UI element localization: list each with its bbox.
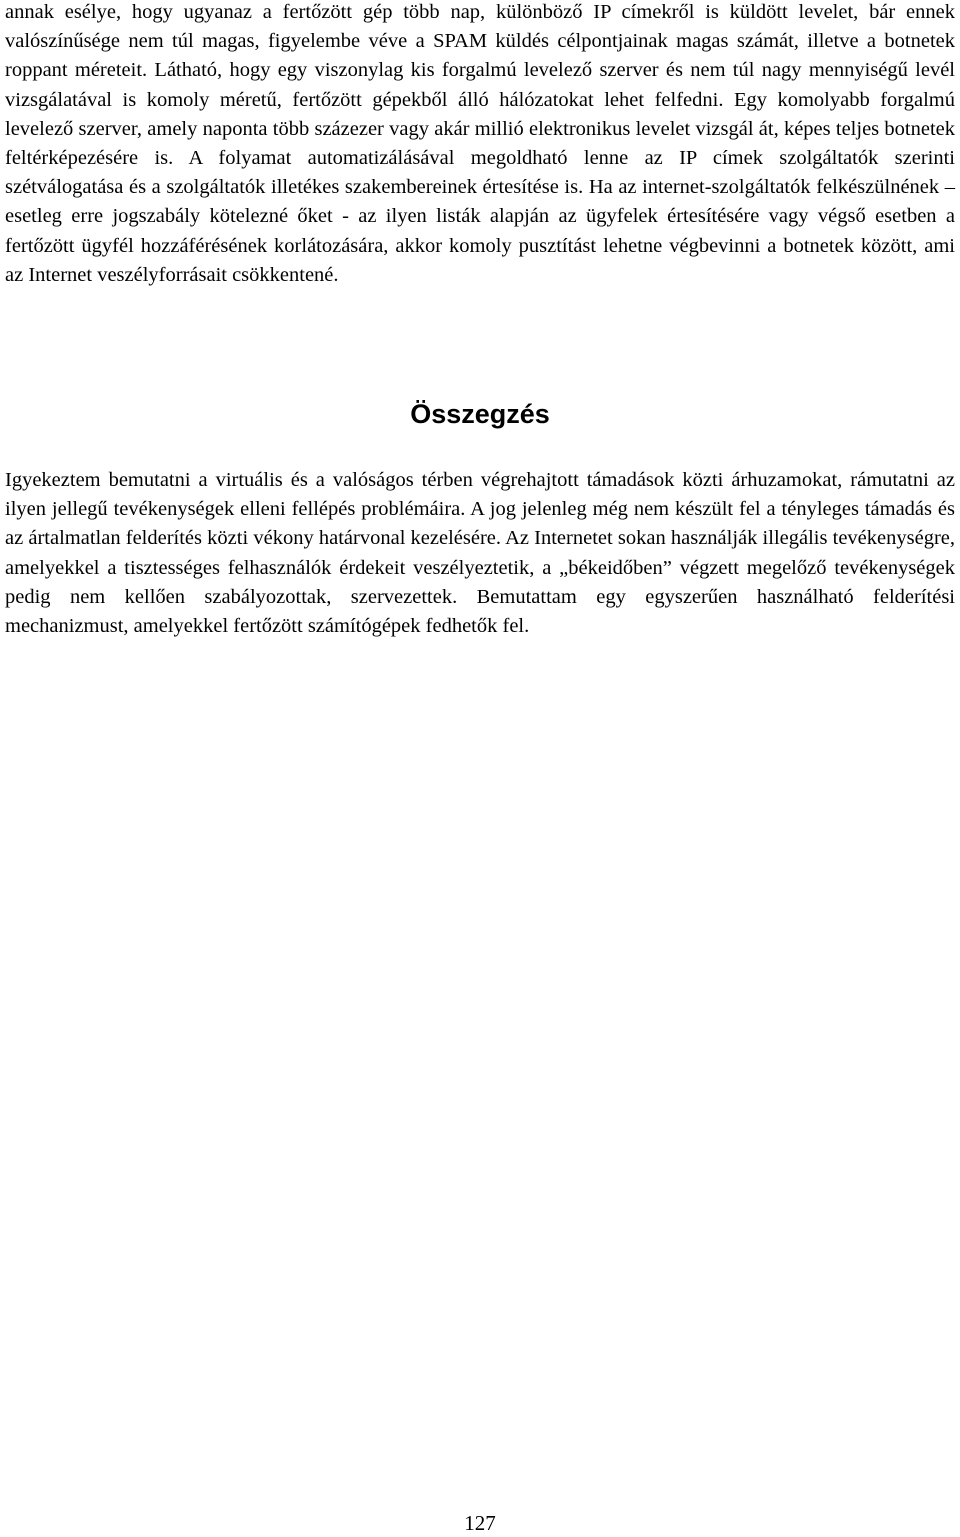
document-page — [5, 0, 955, 1537]
body-paragraph: annak esélye, hogy ugyanaz a fertőzött gép több nap, különböző IP címekről is küldött levelet, bár ennek valószínűsége nem túl magas, figyelembe véve a SPAM küldés célpontjainak magas számát, illetve a botnetek roppant méreteit. Látható, hogy egy viszonylag kis forgalmú levelező szerver és nem túl nagy mennyiségű levél vizsgálatával is komoly méretű, fertőzött gépekből álló hálózatokat lehet felfedni. Egy komolyabb forgalmú levelező szerver, amely naponta több százezer vagy akár millió elektronikus levelet vizsgál át, képes teljes botnetek feltérképezésére is. A folyamat automatizálásával megoldható lenne az IP címek szolgáltatók szerinti szétválogatása és a szolgáltatók illetékes szakembereinek értesítése is. Ha az internet-szolgáltatók felkészülnének – esetleg erre jogszabály kötelezné őket - az ilyen listák alapján az ügyfelek értesítésére vagy végső esetben a fertőzött ügyfél hozzáférésének korlátozására, akkor komoly pusztítást lehetne végbevinni a botnetek között, ami az Internet veszélyforrásait csökkentené. — [5, 1, 955, 286]
summary-paragraph: Igyekeztem bemutatni a virtuális és a valóságos térben végrehajtott támadások közti árhuzamokat, rámutatni az ilyen jellegű tevékenységek elleni fellépés problémáira. A jog jelenleg még nem készült fel a tényleges támadás és az ártalmatlan felderítés közti vékony határvonal kezelésére. Az Internetet sokan használják illegális tevékenységre, amelyekkel a tisztességes felhasználók érdekeit veszélyeztetik, a „békeidőben” végzett megelőző tevékenységek pedig nem kellően szabályozottak, szervezettek. Bemutattam egy egyszerűen használható felderítési mechanizmust, amelyekkel fertőzött számítógépek fedhetők fel. — [5, 469, 955, 638]
page-number: 127 — [464, 1511, 496, 1535]
section-heading: Összegzés — [410, 399, 550, 429]
